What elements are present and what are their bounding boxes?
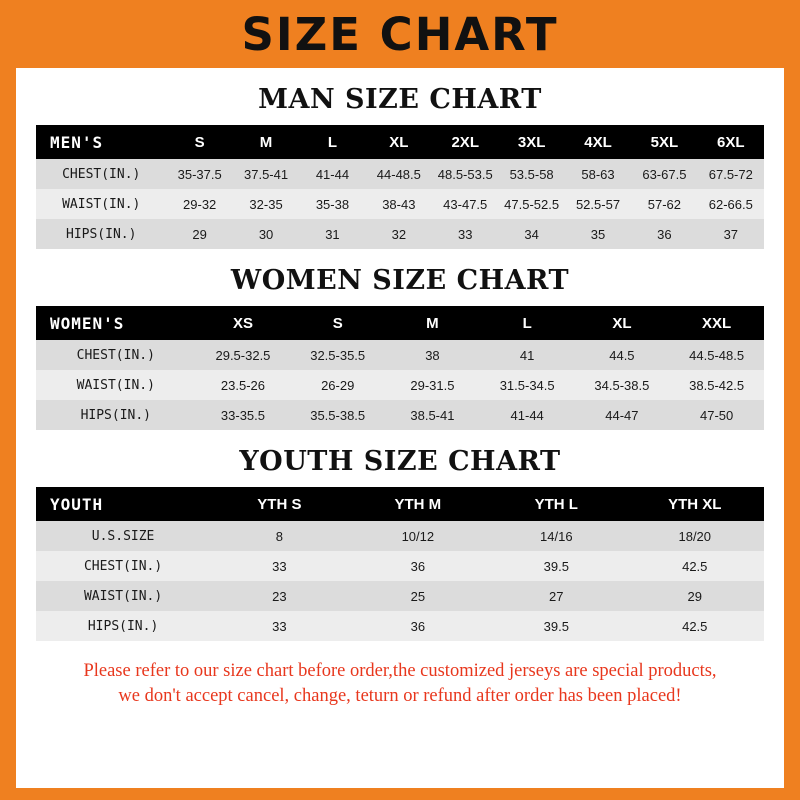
men-col-header-2xl: 2XL (432, 125, 498, 159)
men-header-row (36, 125, 764, 159)
table-row (36, 551, 764, 581)
women-waist-xl: 34.5-38.5 (575, 370, 670, 400)
footer-note-line-1: Please refer to our size chart before order,the customized jerseys are special products, (83, 661, 717, 681)
women-section-title: WOMEN SIZE CHART (230, 265, 570, 296)
women-table-body (36, 340, 764, 430)
men-hips-5xl: 36 (631, 219, 697, 249)
youth-col-header-m: YTH M (349, 487, 487, 521)
women-chest-xxl: 44.5-48.5 (669, 340, 764, 370)
men-chest-s: 35-37.5 (166, 159, 232, 189)
men-hips-s: 29 (166, 219, 232, 249)
men-col-header-xl: XL (366, 125, 432, 159)
youth-hips-m: 36 (349, 611, 487, 641)
women-col-header-s: S (290, 306, 385, 340)
footer-note-line-2: we don't accept cancel, change, teturn or refund after order has been placed! (118, 685, 682, 706)
women-waist-xxl: 38.5-42.5 (669, 370, 764, 400)
youth-table-body (36, 521, 764, 641)
men-chest-3xl: 53.5-58 (498, 159, 564, 189)
youth-waist-m: 25 (349, 581, 487, 611)
men-chest-l: 41-44 (299, 159, 365, 189)
youth-ussize-s: 8 (210, 521, 348, 551)
youth-row-label-header: YOUTH (36, 487, 210, 521)
women-chest-l: 41 (480, 340, 575, 370)
men-chest-4xl: 58-63 (565, 159, 631, 189)
women-hips-l: 41-44 (480, 400, 575, 430)
men-waist-3xl: 47.5-52.5 (498, 189, 564, 219)
women-waist-m: 29-31.5 (385, 370, 480, 400)
men-hips-xl: 32 (366, 219, 432, 249)
youth-row-label-ussize: U.S.SIZE (36, 521, 210, 551)
youth-waist-l: 27 (487, 581, 625, 611)
women-table-head (36, 306, 764, 340)
men-col-header-5xl: 5XL (631, 125, 697, 159)
women-chest-m: 38 (385, 340, 480, 370)
men-col-header-6xl: 6XL (698, 125, 764, 159)
table-row (36, 521, 764, 551)
men-chest-6xl: 67.5-72 (698, 159, 764, 189)
men-chest-xl: 44-48.5 (366, 159, 432, 189)
header-band (0, 0, 800, 68)
women-hips-xs: 33-35.5 (196, 400, 291, 430)
youth-header-row (36, 487, 764, 521)
men-row-label-header: MEN'S (36, 125, 166, 159)
men-waist-m: 32-35 (233, 189, 299, 219)
men-col-header-l: L (299, 125, 365, 159)
men-chest-m: 37.5-41 (233, 159, 299, 189)
women-waist-s: 26-29 (290, 370, 385, 400)
youth-ussize-l: 14/16 (487, 521, 625, 551)
men-waist-s: 29-32 (166, 189, 232, 219)
women-waist-l: 31.5-34.5 (480, 370, 575, 400)
youth-hips-s: 33 (210, 611, 348, 641)
men-table-body (36, 159, 764, 249)
women-hips-xxl: 47-50 (669, 400, 764, 430)
table-row (36, 340, 764, 370)
men-waist-xl: 38-43 (366, 189, 432, 219)
men-hips-4xl: 35 (565, 219, 631, 249)
women-row-label-chest: CHEST(IN.) (36, 340, 196, 370)
page-title: SIZE CHART (241, 7, 559, 61)
men-col-header-m: M (233, 125, 299, 159)
women-row-label-waist: WAIST(IN.) (36, 370, 196, 400)
table-row (36, 581, 764, 611)
women-chest-s: 32.5-35.5 (290, 340, 385, 370)
women-hips-m: 38.5-41 (385, 400, 480, 430)
women-col-header-xxl: XXL (669, 306, 764, 340)
men-size-table (36, 125, 764, 249)
men-section-title: MAN SIZE CHART (258, 84, 542, 115)
youth-chest-xl: 42.5 (626, 551, 764, 581)
youth-hips-xl: 42.5 (626, 611, 764, 641)
youth-row-label-waist: WAIST(IN.) (36, 581, 210, 611)
youth-waist-s: 23 (210, 581, 348, 611)
women-size-section (16, 265, 784, 430)
men-row-label-chest: CHEST(IN.) (36, 159, 166, 189)
table-row (36, 611, 764, 641)
table-row (36, 159, 764, 189)
men-row-label-hips: HIPS(IN.) (36, 219, 166, 249)
women-chest-xl: 44.5 (575, 340, 670, 370)
men-table-head (36, 125, 764, 159)
men-hips-m: 30 (233, 219, 299, 249)
women-row-label-header: WOMEN'S (36, 306, 196, 340)
youth-row-label-hips: HIPS(IN.) (36, 611, 210, 641)
women-hips-xl: 44-47 (575, 400, 670, 430)
table-row (36, 400, 764, 430)
youth-chest-m: 36 (349, 551, 487, 581)
men-hips-3xl: 34 (498, 219, 564, 249)
youth-col-header-s: YTH S (210, 487, 348, 521)
table-row (36, 189, 764, 219)
men-hips-6xl: 37 (698, 219, 764, 249)
men-waist-6xl: 62-66.5 (698, 189, 764, 219)
youth-col-header-l: YTH L (487, 487, 625, 521)
men-col-header-3xl: 3XL (498, 125, 564, 159)
youth-row-label-chest: CHEST(IN.) (36, 551, 210, 581)
men-waist-2xl: 43-47.5 (432, 189, 498, 219)
men-waist-4xl: 52.5-57 (565, 189, 631, 219)
men-chest-2xl: 48.5-53.5 (432, 159, 498, 189)
youth-col-header-xl: YTH XL (626, 487, 764, 521)
women-col-header-xs: XS (196, 306, 291, 340)
men-row-label-waist: WAIST(IN.) (36, 189, 166, 219)
youth-chest-l: 39.5 (487, 551, 625, 581)
youth-section-title: YOUTH SIZE CHART (239, 446, 561, 477)
women-header-row (36, 306, 764, 340)
women-size-table (36, 306, 764, 430)
men-waist-l: 35-38 (299, 189, 365, 219)
youth-chest-s: 33 (210, 551, 348, 581)
table-row (36, 219, 764, 249)
men-size-section (16, 84, 784, 249)
women-col-header-l: L (480, 306, 575, 340)
youth-waist-xl: 29 (626, 581, 764, 611)
women-col-header-xl: XL (575, 306, 670, 340)
men-col-header-4xl: 4XL (565, 125, 631, 159)
youth-hips-l: 39.5 (487, 611, 625, 641)
men-hips-2xl: 33 (432, 219, 498, 249)
men-chest-5xl: 63-67.5 (631, 159, 697, 189)
youth-table-head (36, 487, 764, 521)
men-waist-5xl: 57-62 (631, 189, 697, 219)
men-col-header-s: S (166, 125, 232, 159)
women-row-label-hips: HIPS(IN.) (36, 400, 196, 430)
youth-ussize-xl: 18/20 (626, 521, 764, 551)
women-hips-s: 35.5-38.5 (290, 400, 385, 430)
youth-size-section (16, 446, 784, 641)
table-row (36, 370, 764, 400)
bottom-band (0, 788, 800, 800)
footer-note (16, 659, 784, 709)
youth-ussize-m: 10/12 (349, 521, 487, 551)
youth-size-table (36, 487, 764, 641)
men-hips-l: 31 (299, 219, 365, 249)
women-chest-xs: 29.5-32.5 (196, 340, 291, 370)
women-waist-xs: 23.5-26 (196, 370, 291, 400)
women-col-header-m: M (385, 306, 480, 340)
